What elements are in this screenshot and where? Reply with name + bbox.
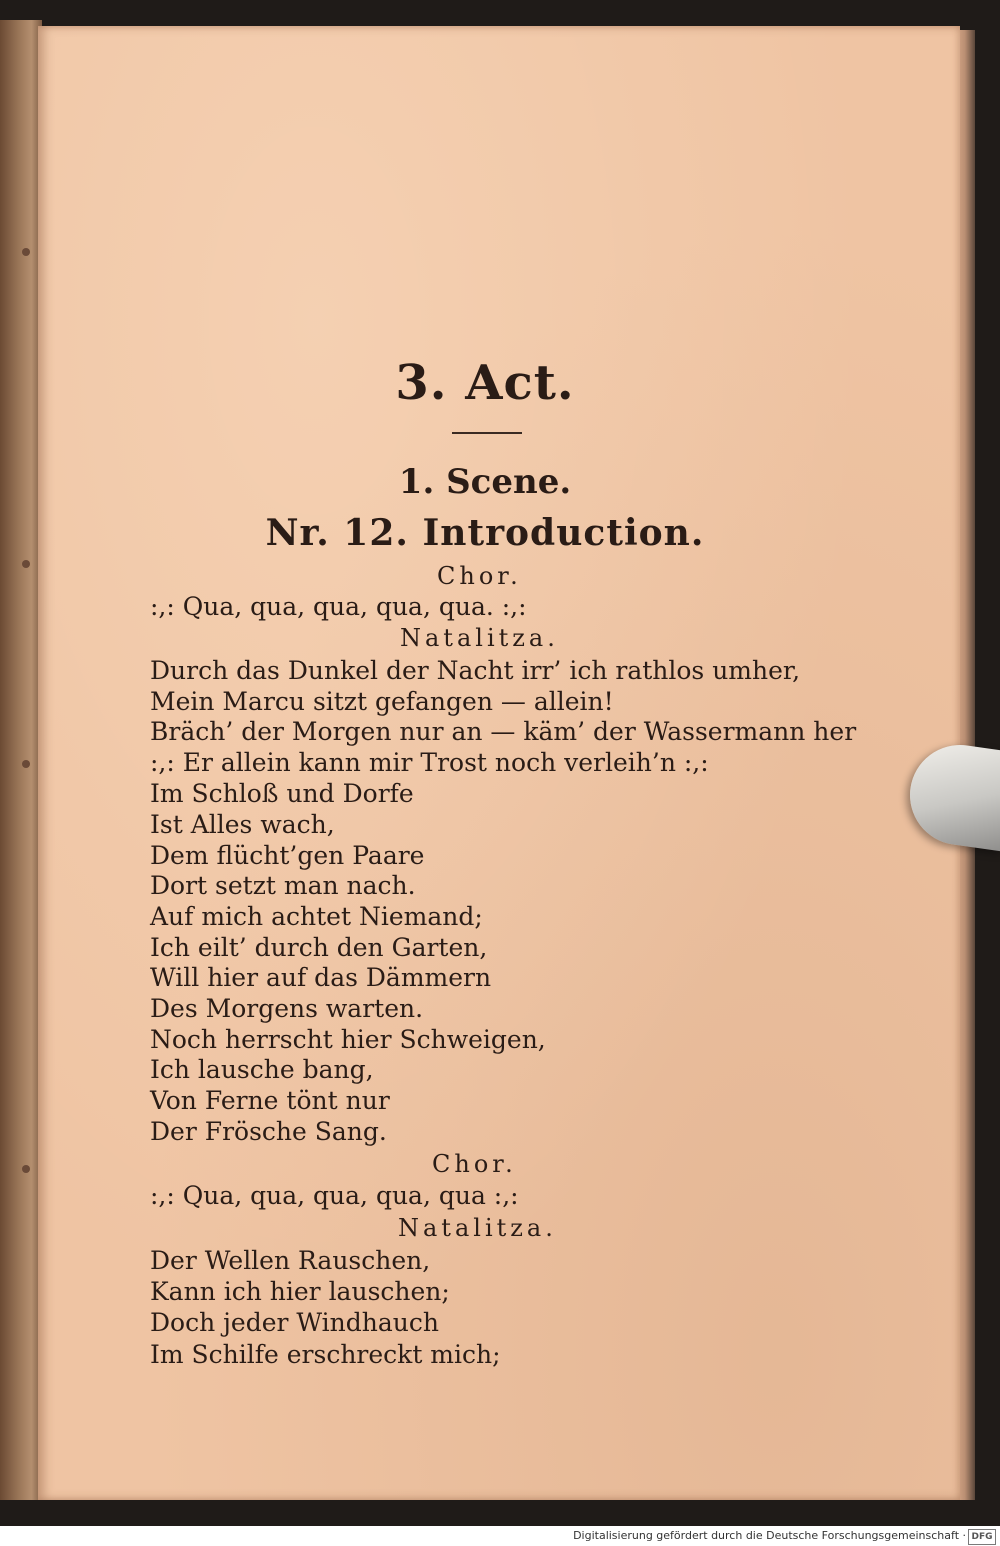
binding-pin [22, 560, 30, 568]
text-line: Durch das Dunkel der Nacht irr’ ich rathlos umher, [150, 656, 801, 685]
speaker-label: Chor. [432, 1150, 517, 1178]
text-line: Bräch’ der Morgen nur an — käm’ der Wassermann her [150, 717, 857, 746]
binding-pin [22, 760, 30, 768]
footer-bar [0, 1526, 1000, 1546]
text-line: Der Frösche Sang. [150, 1117, 387, 1146]
text-line: Noch herrscht hier Schweigen, [150, 1025, 546, 1054]
dfg-logo: DFG [968, 1529, 996, 1545]
speaker-label: Chor. [437, 562, 522, 590]
speaker-label: Natalitza. [398, 1214, 557, 1242]
text-line: Ich lausche bang, [150, 1055, 374, 1084]
text-line: :,: Qua, qua, qua, qua, qua. :,: [150, 592, 527, 621]
text-line: Im Schloß und Dorfe [150, 779, 414, 808]
funding-credit: Digitalisierung gefördert durch die Deutsche Forschungsgemeinschaft · [573, 1529, 966, 1542]
binding-pin [22, 248, 30, 256]
book-left-edge [0, 20, 42, 1500]
text-line: Ich eilt’ durch den Garten, [150, 933, 488, 962]
text-line: Kann ich hier lauschen; [150, 1277, 450, 1306]
text-line: Der Wellen Rauschen, [150, 1246, 431, 1275]
text-line: Ist Alles wach, [150, 810, 335, 839]
text-line: Im Schilfe erschreckt mich; [150, 1340, 501, 1369]
speaker-label: Natalitza. [400, 624, 559, 652]
binding-pin [22, 1165, 30, 1173]
text-line: Des Morgens warten. [150, 994, 424, 1023]
text-line: Von Ferne tönt nur [150, 1086, 390, 1115]
text-line: :,: Er allein kann mir Trost noch verleih’n :,: [150, 748, 709, 777]
text-line: Dem flücht’gen Paare [150, 841, 425, 870]
text-line: Dort setzt man nach. [150, 871, 416, 900]
text-line: Auf mich achtet Niemand; [150, 902, 483, 931]
number-title: Nr. 12. Introduction. [265, 512, 705, 554]
text-line: Mein Marcu sitzt gefangen — allein! [150, 687, 614, 716]
scene-title: 1. Scene. [398, 462, 572, 502]
text-line: :,: Qua, qua, qua, qua, qua :,: [150, 1181, 519, 1210]
act-title: 3. Act. [395, 355, 575, 411]
title-divider [452, 432, 522, 434]
text-line: Will hier auf das Dämmern [150, 963, 492, 992]
text-line: Doch jeder Windhauch [150, 1308, 439, 1337]
